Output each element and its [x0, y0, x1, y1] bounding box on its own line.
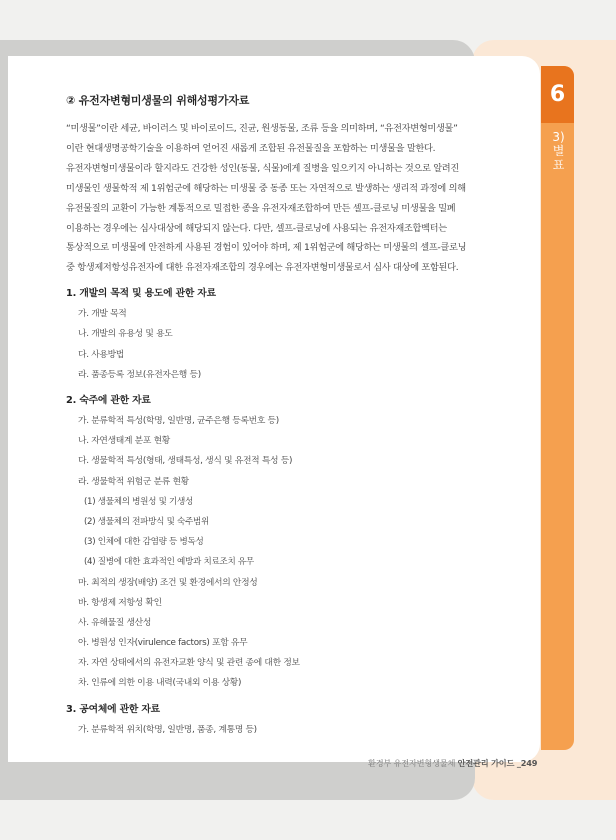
list-item: 아. 병원성 인자(virulence factors) 포함 유무	[78, 638, 248, 649]
list-item: 다. 사용방법	[78, 349, 124, 360]
list-item: 나. 개발의 유용성 및 용도	[78, 329, 173, 340]
footer-text: 환경부 유전자변형생물체	[368, 758, 458, 768]
intro-line: 미생물인 생물학적 제 1위험군에 해당하는 미생물 중 동종 또는 자연적으로 발생하는 생리적 과정에 의해	[66, 182, 466, 194]
list-item: 자. 자연 상태에서의 유전자교환 양식 및 관련 종에 대한 정보	[78, 658, 300, 669]
list-item: 다. 생물학적 특성(형태, 생태특성, 생식 및 유전적 특성 등)	[78, 456, 293, 467]
page-content	[66, 92, 503, 740]
section-title: ② 유전자변형미생물의 위해성평가자료	[66, 94, 250, 107]
list-item: 라. 생물학적 위험군 분류 현황	[78, 476, 189, 487]
sub-list-item: (3) 인체에 대한 감염량 등 병독성	[84, 537, 204, 548]
page-number: _249	[514, 758, 538, 768]
section-heading: 2. 숙주에 관한 자료	[66, 395, 151, 406]
intro-line: 이란 현대생명공학기술을 이용하여 얻어진 새롭게 조합된 유전물질을 포함하는 미생물을 말한다.	[66, 142, 436, 154]
intro-line: 이용하는 경우에는 심사대상에 해당되지 않는다. 다만, 셀프-클로닝에 사용되는 유전자재조합벡터는	[66, 222, 447, 234]
page-footer	[368, 758, 537, 769]
list-item: 가. 개발 목적	[78, 309, 127, 320]
list-item: 라. 품종등록 정보(유전자은행 등)	[78, 369, 201, 380]
section-heading: 1. 개발의 목적 및 용도에 관한 자료	[66, 288, 216, 300]
list-item: 차. 인류에 의한 이용 내력(국내외 이용 상황)	[78, 678, 242, 689]
intro-line: 중 항생제저항성유전자에 대한 유전자재조합의 경우에는 유전자변형미생물로서 심사 대상에 포함된다.	[66, 262, 459, 274]
list-item: 바. 항생제 저항성 확인	[78, 597, 162, 608]
intro-line: “미생물”이란 세균, 바이러스 및 바이로이드, 진균, 원생동물, 조류 등을 의미하며, “유전자변형미생물”	[66, 123, 458, 134]
chapter-number: 6	[541, 66, 574, 123]
outline-sections	[66, 284, 503, 740]
list-item: 가. 분류학적 특성(학명, 일반명, 균주은행 등록번호 등)	[78, 416, 279, 426]
intro-paragraph	[66, 119, 503, 278]
sub-list-item: (1) 생물체의 병원성 및 기생성	[84, 496, 194, 507]
footer-guide-title: 안전관리 가이드	[457, 758, 515, 768]
list-item: 가. 분류학적 위치(학명, 일반명, 품종, 계통명 등)	[78, 724, 257, 735]
side-tab-label-1: 3)	[552, 130, 565, 144]
intro-line: 통상적으로 미생물에 안전하게 사용된 경험이 있어야 하며, 제 1위험군에 해당하는 미생물의 셀프-클로닝	[66, 242, 467, 254]
intro-line: 유전자변형미생물이라 할지라도 건강한 성인(동물, 식물)에게 질병을 일으키지 아니하는 것으로 알려진	[66, 162, 459, 174]
sub-list-item: (4) 질병에 대한 효과적인 예방과 치료조치 유무	[84, 557, 254, 568]
list-item: 사. 유해물질 생산성	[78, 617, 152, 628]
list-item: 나. 자연생태계 분포 현황	[78, 436, 170, 447]
list-item: 마. 최적의 생장(배양) 조건 및 환경에서의 안정성	[78, 577, 258, 588]
side-tab-label-2: 별	[552, 144, 565, 158]
side-tab-label	[546, 130, 571, 172]
sub-list-item: (2) 생물체의 전파방식 및 숙주범위	[84, 516, 210, 527]
intro-line: 유전물질의 교환이 가능한 계통적으로 밀접한 종을 유전자재조합하여 만든 셀프-클로닝 미생물을 밀폐	[66, 202, 456, 214]
side-tab-label-3: 표	[552, 158, 565, 172]
section-heading: 3. 공여체에 관한 자료	[66, 703, 160, 715]
